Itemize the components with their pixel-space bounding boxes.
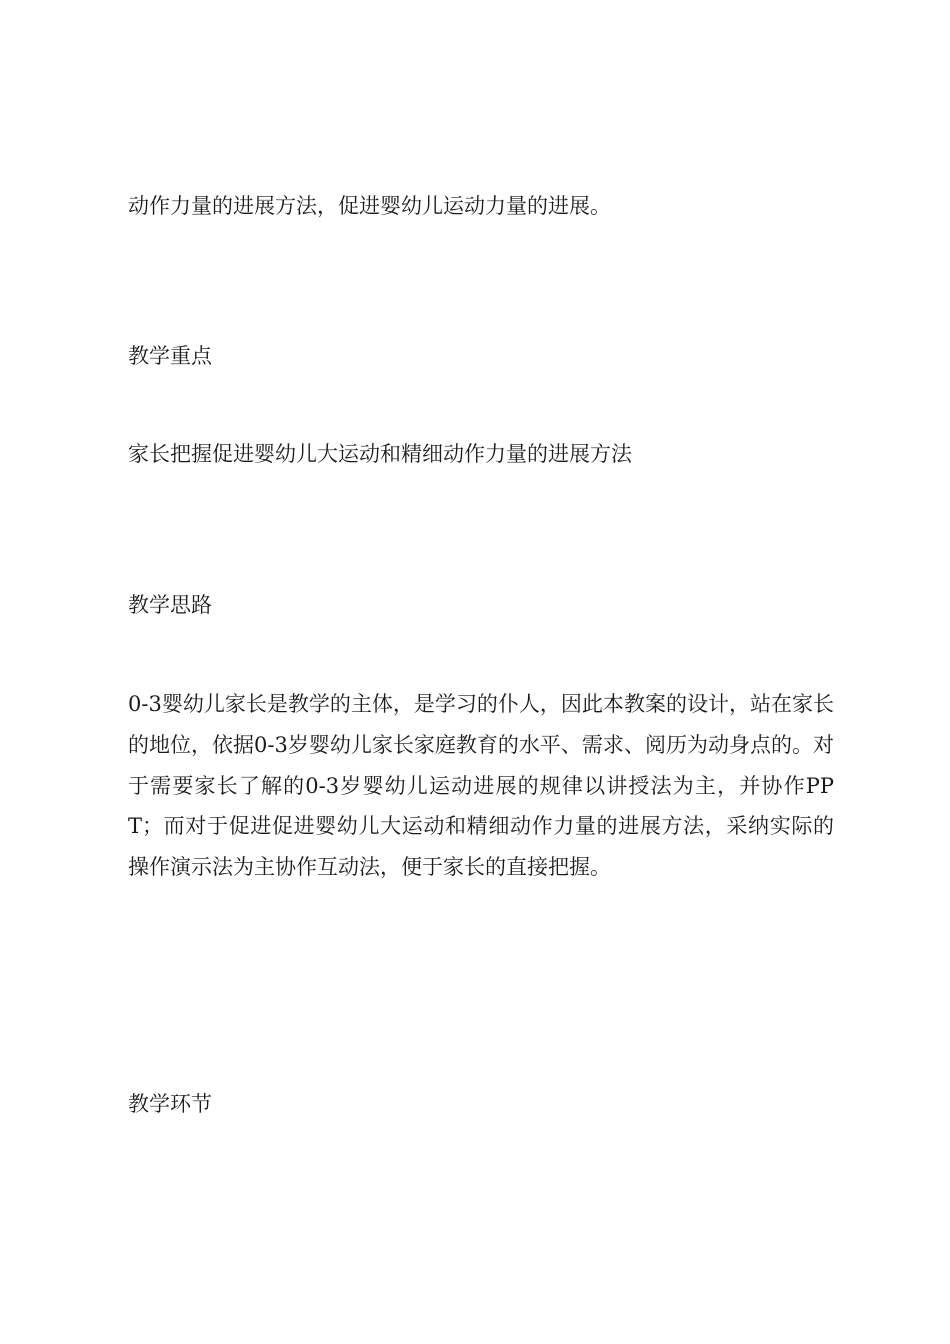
section-heading-teaching-steps: 教学环节 (128, 1092, 212, 1116)
section-body-teaching-approach: 0-3婴幼儿家长是教学的主体，是学习的仆人，因此本教案的设计，站在家长的地位，依据0-3岁婴幼儿家长家庭教育的水平、需求、阅历为动身点的。对于需要家长了解的0-3岁婴幼儿运动进展的规律以讲授法为主，并协作PPT；而对于促进促进婴幼儿大运动和精细动作力量的进展方法，采纳实际的操作演示法为主协作互动法，便于家长的直接把握。 (128, 692, 834, 880)
section-heading-key-points: 教学重点 (128, 344, 212, 368)
intro-line: 动作力量的进展方法，促进婴幼儿运动力量的进展。 (128, 194, 611, 218)
section-heading-teaching-approach: 教学思路 (128, 593, 212, 617)
section-body-key-points: 家长把握促进婴幼儿大运动和精细动作力量的进展方法 (128, 442, 632, 466)
